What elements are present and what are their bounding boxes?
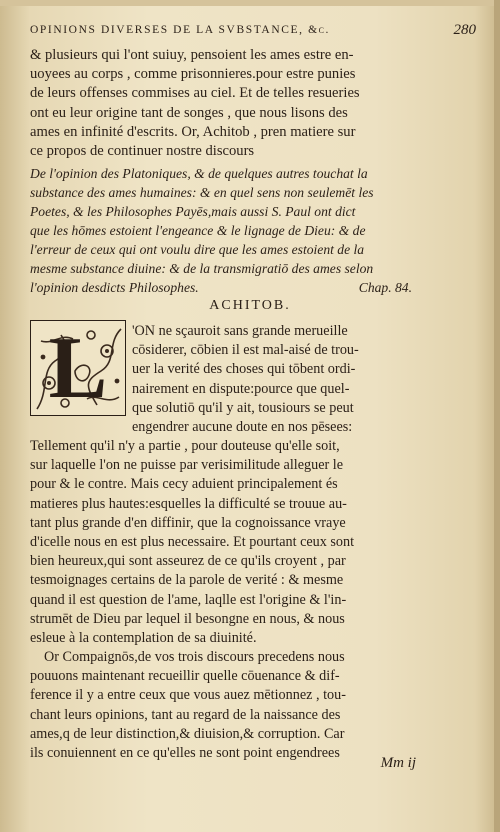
text-line: esleue à la contemplation de sa diuinité. bbox=[30, 629, 257, 646]
running-head-title: OPINIONS DIVERSES DE LA SVBSTANCE, &c. bbox=[30, 24, 331, 36]
text-line: d'icelle nous en est plus necessaire. Et pourtant ceux sont bbox=[30, 533, 355, 550]
text-line: que solutiō qu'il y ait, tousiours se peut bbox=[132, 399, 354, 416]
heading-line-last bbox=[30, 278, 476, 297]
text-line: matieres plus hautes:esquelles la difficulté se trouue au- bbox=[30, 495, 347, 512]
text-line: pouuons maintenant recueillir quelle cōuenance & dif- bbox=[30, 668, 340, 685]
text-line: cōsiderer, cōbien il est mal-aisé de trou- bbox=[132, 342, 359, 359]
text-line: tant plus grande d'en diffinir, que la cognoissance vraye bbox=[30, 514, 346, 531]
top-paragraph bbox=[30, 46, 476, 161]
speaker-name: ACHITOB. bbox=[209, 298, 291, 313]
text-line: ames en infinité d'escrits. Or, Achitob , pren matiere sur bbox=[30, 123, 356, 140]
page-edge-top bbox=[0, 0, 500, 6]
text-line: 'ON ne sçauroit sans grande merueille bbox=[132, 323, 348, 339]
text-line: de leurs offenses commises au ciel. Et de telles resueries bbox=[30, 85, 360, 102]
text-line: engendrer aucune doute en nos pēsees: bbox=[132, 418, 353, 435]
heading-line: l'erreur de ceux qui ont voulu dire que les ames estoient de la bbox=[30, 242, 365, 257]
heading-line: l'opinion desdicts Philosophes. bbox=[30, 280, 199, 295]
signature-mark: Mm ij bbox=[380, 755, 416, 771]
text-line: uoyees au corps , comme prisonnieres.pour estre punies bbox=[30, 66, 356, 83]
running-head bbox=[30, 24, 476, 42]
text-line: bien heureux,qui sont asseurez de ce qu'ils croyent , par bbox=[30, 553, 346, 570]
text-line: ference il y a entre ceux que vous auez mētionnez , tou- bbox=[30, 687, 346, 704]
text-line: ames,q de leur distinction,& diuision,& corruption. Car bbox=[30, 725, 345, 742]
chapter-heading bbox=[30, 164, 476, 297]
text-line: uer la verité des choses qui tōbent ordi- bbox=[132, 361, 356, 378]
text-line: tesmoignages certains de la parole de verité : & mesme bbox=[30, 572, 344, 589]
heading-line: substance des ames humaines: & en quel sens non seulemēt les bbox=[30, 185, 374, 200]
heading-line: mesme substance diuine: & de la transmigratiō des ames selon bbox=[30, 261, 374, 276]
chapter-label: Chap. 84. bbox=[358, 280, 412, 295]
page-edge-right bbox=[494, 0, 500, 832]
main-indented bbox=[30, 322, 476, 437]
text-line: ce propos de continuer nostre discours bbox=[30, 142, 255, 159]
paragraph-start-line: Or Compaignōs,de vos trois discours precedens nous bbox=[44, 649, 345, 666]
text-line: nairement en dispute:pource que quel- bbox=[132, 380, 350, 397]
text-line: strumēt de Dieu par lequel il besongne en nous, & nous bbox=[30, 610, 345, 627]
text-line: sur laquelle l'on ne puisse par verisimilitude alleguer le bbox=[30, 457, 344, 474]
initial-letter: L bbox=[48, 320, 108, 416]
main-body bbox=[30, 437, 476, 763]
text-line: & plusieurs qui l'ont suiuy, pensoient les ames estre en- bbox=[30, 47, 354, 63]
page-number: 280 bbox=[453, 22, 476, 38]
heading-line: De l'opinion des Platoniques, & de quelques autres touchat la bbox=[30, 166, 368, 181]
text-line: ils conuiennent en ce qu'elles ne sont point engendrees bbox=[30, 745, 340, 761]
text-line: quand il est question de l'ame, laqlle est l'origine & l'in- bbox=[30, 591, 347, 608]
heading-line: que les hōmes estoient l'engeance & le lignage de Dieu: & de bbox=[30, 223, 366, 238]
heading-line: Poetes, & les Philosophes Payēs,mais aussi S. Paul ont dict bbox=[30, 204, 356, 219]
text-line: chant leurs opinions, tant au regard de la naissance des bbox=[30, 706, 341, 723]
text-line: pour & le contre. Mais cecy aduient principalement és bbox=[30, 476, 338, 493]
text-line: ont eu leur origine tant de songes , que nous lisons des bbox=[30, 104, 348, 121]
text-line: Tellement qu'il n'y a partie , pour douteuse qu'elle soit, bbox=[30, 438, 340, 454]
